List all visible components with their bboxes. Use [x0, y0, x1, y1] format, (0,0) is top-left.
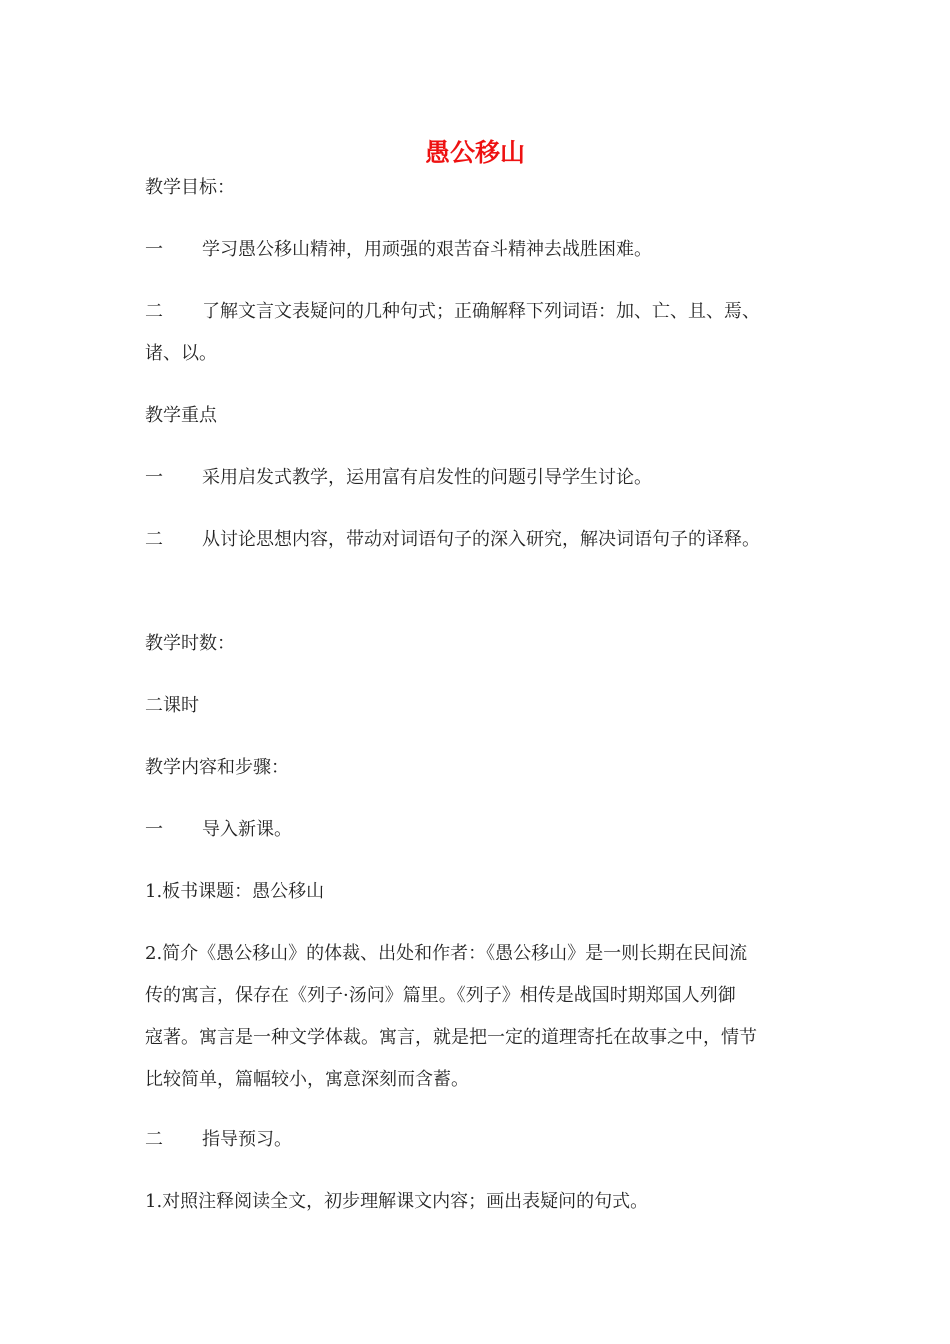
steps-heading: 教学内容和步骤： [145, 757, 289, 778]
hours-value: 二课时 [145, 695, 199, 716]
goal-item-1-number: 一 [145, 239, 163, 260]
focus-item-1-number: 一 [145, 467, 163, 488]
goal-item-1-text: 学习愚公移山精神，用顽强的艰苦奋斗精神去战胜困难。 [202, 239, 652, 260]
goals-heading: 教学目标： [145, 177, 235, 198]
steps-item-1-2-line2: 传的寓言，保存在《列子·汤问》篇里。《列子》相传是战国时期郑国人列御 [145, 985, 736, 1006]
focus-item-1 [145, 466, 805, 490]
hours-heading: 教学时数： [145, 633, 235, 654]
document-title: 愚公移山 [424, 138, 525, 167]
steps-section-2-text: 指导预习。 [202, 1129, 292, 1150]
goal-item-2-number: 二 [145, 301, 163, 322]
steps-section-1 [145, 818, 805, 842]
steps-item-1-2-line1: 2.简介《愚公移山》的体裁、出处和作者：《愚公移山》是一则长期在民间流 [145, 943, 748, 964]
goal-item-1 [145, 238, 805, 262]
focus-item-2 [145, 528, 805, 552]
steps-item-1-2-line3: 寇著。寓言是一种文学体裁。寓言，就是把一定的道理寄托在故事之中，情节 [145, 1027, 757, 1048]
steps-section-2 [145, 1128, 805, 1152]
goal-item-2-text-line1: 了解文言文表疑问的几种句式；正确解释下列词语：加、亡、且、焉、 [202, 301, 760, 322]
focus-item-2-number: 二 [145, 529, 163, 550]
steps-section-1-number: 一 [145, 819, 163, 840]
steps-item-1-1: 1.板书课题：愚公移山 [145, 881, 325, 902]
goal-item-2-text-line2: 诸、以。 [145, 343, 217, 364]
steps-item-1-2 [145, 933, 805, 1101]
focus-item-1-text: 采用启发式教学，运用富有启发性的问题引导学生讨论。 [202, 467, 652, 488]
focus-heading: 教学重点 [145, 405, 217, 426]
goal-item-2 [145, 300, 805, 324]
steps-item-2-1: 1.对照注释阅读全文，初步理解课文内容；画出表疑问的句式。 [145, 1191, 649, 1212]
steps-item-1-2-line4: 比较简单，篇幅较小，寓意深刻而含蓄。 [145, 1069, 469, 1090]
steps-section-1-text: 导入新课。 [202, 819, 292, 840]
steps-section-2-number: 二 [145, 1129, 163, 1150]
focus-item-2-text: 从讨论思想内容，带动对词语句子的深入研究，解决词语句子的译释。 [202, 529, 760, 550]
